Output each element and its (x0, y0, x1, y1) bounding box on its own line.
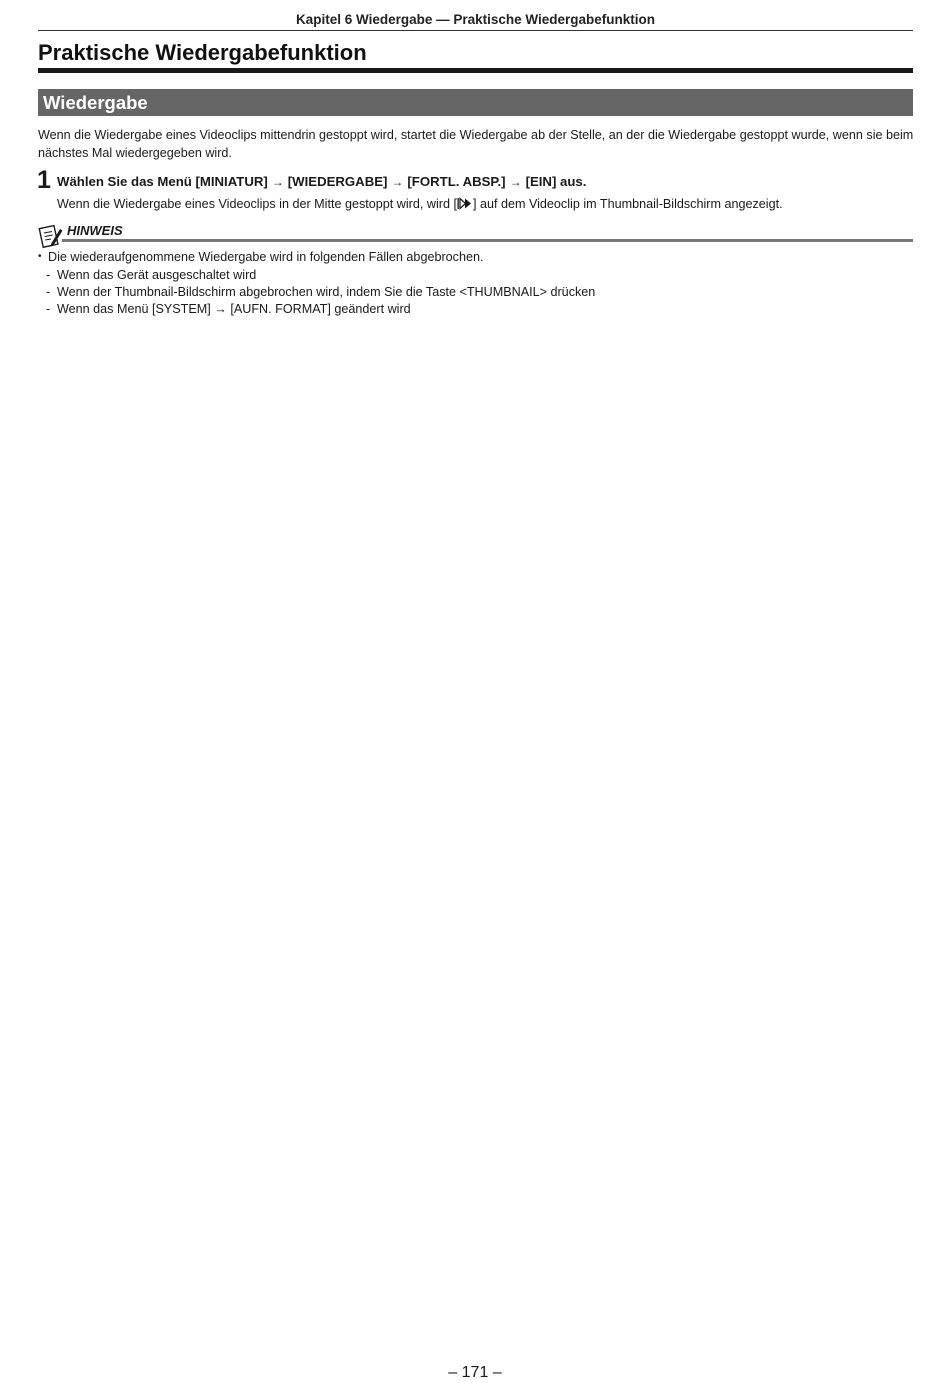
list-item (46, 285, 595, 299)
bullet-icon: • (38, 251, 42, 262)
step-number: 1 (37, 166, 51, 194)
running-header: Kapitel 6 Wiedergabe — Praktische Wiedergabefunktion (295, 12, 656, 27)
list-item (46, 302, 411, 316)
step-heading-part: Wählen Sie das Menü [MINIATUR] (57, 174, 268, 189)
note-bullet-text: Die wiederaufgenommene Wiedergabe wird in folgenden Fällen abgebrochen. (48, 250, 484, 264)
note-divider (62, 239, 913, 242)
step-heading-part: [WIEDERGABE] (287, 174, 388, 189)
note-label: HINWEIS (67, 223, 123, 238)
step-description (57, 197, 783, 213)
dash-icon: - (46, 268, 51, 282)
intro-paragraph: Wenn die Wiedergabe eines Videoclips mittendrin gestoppt wird, startet die Wiedergabe ab der Stelle, an der die Wiedergabe gestoppt wurde, wenn sie beim nächstes Mal wiedergegeben wird. (38, 128, 914, 160)
note-pencil-icon (38, 223, 64, 249)
section-header-bar (38, 89, 913, 116)
list-item-text: Wenn der Thumbnail-Bildschirm abgebrochen wird, indem Sie die Taste <THUMBNAIL> drücken (57, 285, 596, 299)
section-title: Wiedergabe (43, 92, 148, 113)
step-heading-part: [EIN] aus. (525, 174, 587, 189)
resume-play-icon (457, 197, 473, 213)
step-heading (57, 174, 586, 189)
step-desc-before: Wenn die Wiedergabe eines Videoclips in der Mitte gestoppt wird, wird [ (57, 197, 457, 211)
step-desc-after: ] auf dem Videoclip im Thumbnail-Bildschirm angezeigt. (472, 197, 783, 211)
arrow-icon: → (271, 175, 284, 189)
step-heading-part: [FORTL. ABSP.] (407, 174, 506, 189)
page-number: – 171 – (448, 1364, 502, 1381)
list-item-text: Wenn das Menü [SYSTEM] → [AUFN. FORMAT] geändert wird (57, 302, 411, 316)
dash-icon: - (46, 302, 51, 316)
arrow-icon: → (391, 175, 404, 189)
list-item (46, 268, 256, 282)
header-divider (38, 30, 913, 31)
page-title: Praktische Wiedergabefunktion (38, 40, 367, 65)
list-item-text: Wenn das Gerät ausgeschaltet wird (57, 268, 257, 282)
note-bullet (38, 250, 483, 264)
title-divider (38, 68, 913, 73)
arrow-icon: → (509, 175, 522, 189)
dash-icon: - (46, 285, 51, 299)
